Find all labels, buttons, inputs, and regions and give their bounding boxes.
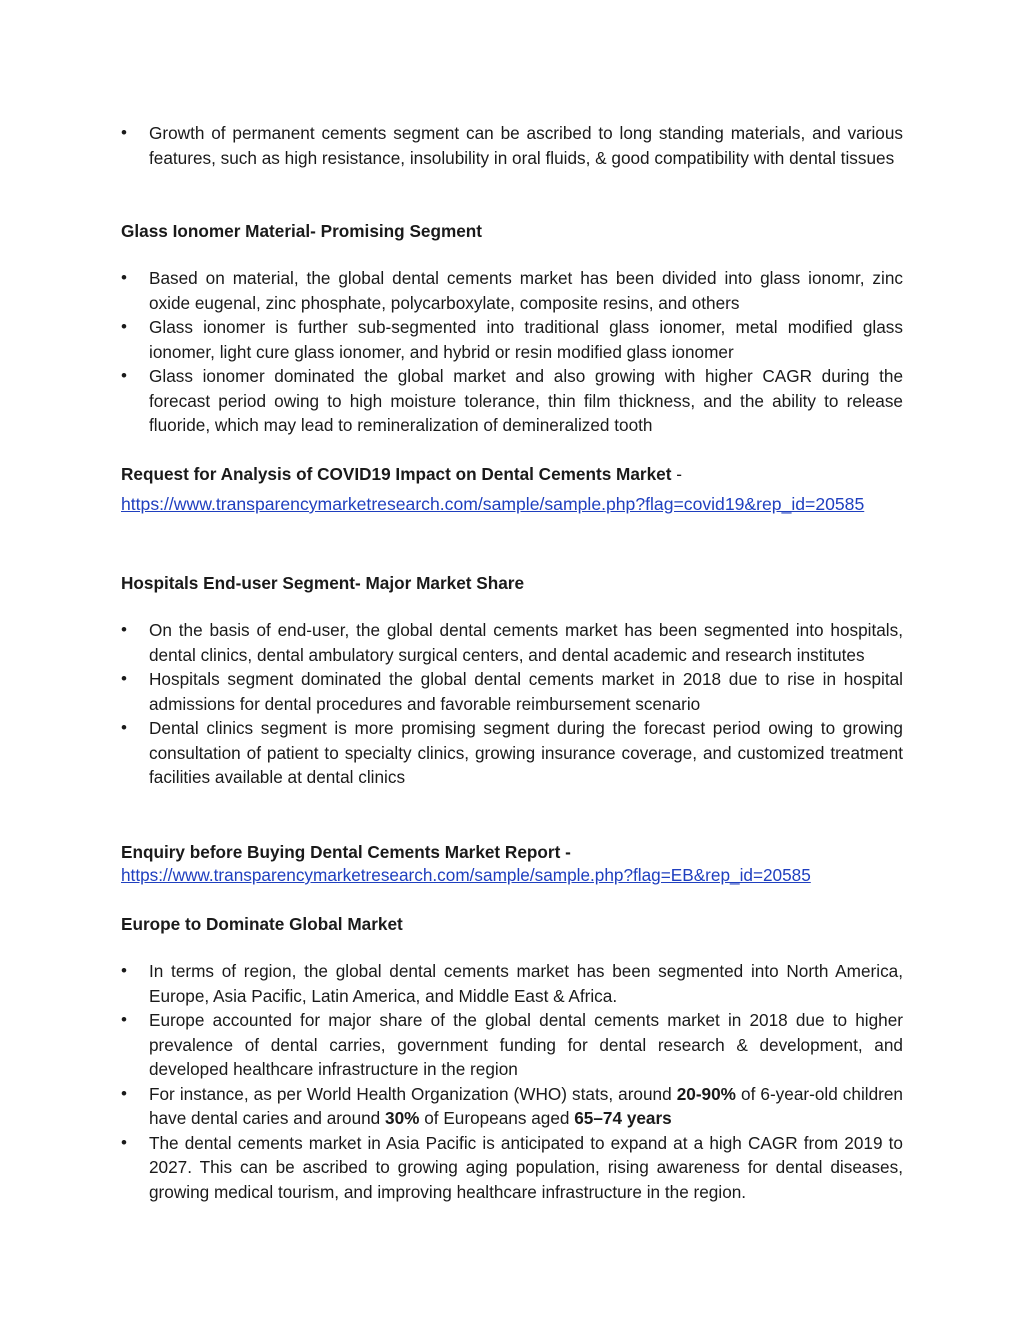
section-heading-material: Glass Ionomer Material- Promising Segment	[121, 221, 483, 241]
list-item: • Based on material, the global dental cements market has been divided into glass ionomr, zinc oxide eugenal, zinc phosphate, polycarboxylate, composite resins, and others	[121, 266, 903, 315]
list-item: • The dental cements market in Asia Pacific is anticipated to expand at a high CAGR from 2019 to 2027. This can be ascribed to growing aging population, rising awareness for dental diseases, growing medical tourism, and improving healthcare infrastructure in the region.	[121, 1131, 903, 1205]
covid-request-block	[121, 462, 903, 487]
section-heading-enduser: Hospitals End-user Segment- Major Market Share	[121, 573, 525, 593]
list-item: • Glass ionomer is further sub-segmented into traditional glass ionomer, metal modified glass ionomer, light cure glass ionomer, and hybrid or resin modified glass ionomer	[121, 315, 903, 364]
list-item: • On the basis of end-user, the global dental cements market has been segmented into hospitals, dental clinics, dental ambulatory surgical centers, and dental academic and research institutes	[121, 618, 903, 667]
covid-request-label: Request for Analysis of COVID19 Impact on Dental Cements Market	[121, 464, 672, 484]
stat-age-range: 65–74 years	[574, 1108, 672, 1128]
list-item	[121, 1082, 903, 1131]
covid-request-link[interactable]: https://www.transparencymarketresearch.com/sample/sample.php?flag=covid19&rep_id=20585	[121, 494, 865, 514]
list-item: • Dental clinics segment is more promising segment during the forecast period owing to growing consultation of patient to specialty clinics, growing insurance coverage, and customized treatment facilities available at dental clinics	[121, 716, 903, 790]
region-bullet-list	[121, 959, 903, 1204]
enquiry-link[interactable]: https://www.transparencymarketresearch.com/sample/sample.php?flag=EB&rep_id=20585	[121, 865, 811, 885]
section-heading-region: Europe to Dominate Global Market	[121, 914, 403, 934]
stat-text: of Europeans aged	[419, 1108, 575, 1128]
stat-caries-range: 20-90%	[676, 1083, 736, 1104]
stat-text: For instance, as per World Health Organization (WHO) stats, around	[149, 1083, 677, 1104]
stat-europeans-percent: 30%	[385, 1108, 420, 1128]
list-item: • Glass ionomer dominated the global market and also growing with higher CAGR during the forecast period owing to high moisture tolerance, thin film thickness, and the ability to release fluoride, which may lead to remineralization of demineralized tooth	[121, 364, 903, 438]
stat-text: of 6-year-old children have dental caries and around	[149, 1083, 903, 1128]
material-section	[121, 266, 903, 438]
material-bullet-list	[121, 266, 903, 438]
list-item: • Hospitals segment dominated the global dental cements market in 2018 due to rise in hospital admissions for dental procedures and favorable reimbursement scenario	[121, 667, 903, 716]
enduser-section	[121, 618, 903, 790]
enquiry-label: Enquiry before Buying Dental Cements Market Report -	[121, 842, 571, 862]
enquiry-link-wrap	[121, 863, 903, 888]
enduser-bullet-list	[121, 618, 903, 790]
intro-bullet-list	[121, 121, 903, 170]
covid-request-link-wrap	[121, 490, 901, 518]
list-item: • Europe accounted for major share of the global dental cements market in 2018 due to higher prevalence of dental carries, government funding for dental research & development, and developed healthcare infrastructure in the region	[121, 1008, 903, 1082]
region-section	[121, 959, 903, 1204]
list-item: • In terms of region, the global dental cements market has been segmented into North America, Europe, Asia Pacific, Latin America, and Middle East & Africa.	[121, 959, 903, 1008]
list-item: • Growth of permanent cements segment can be ascribed to long standing materials, and various features, such as high resistance, insolubility in oral fluids, & good compatibility with dental tissues	[121, 121, 903, 170]
covid-request-separator: -	[671, 464, 682, 484]
intro-section	[121, 121, 903, 170]
